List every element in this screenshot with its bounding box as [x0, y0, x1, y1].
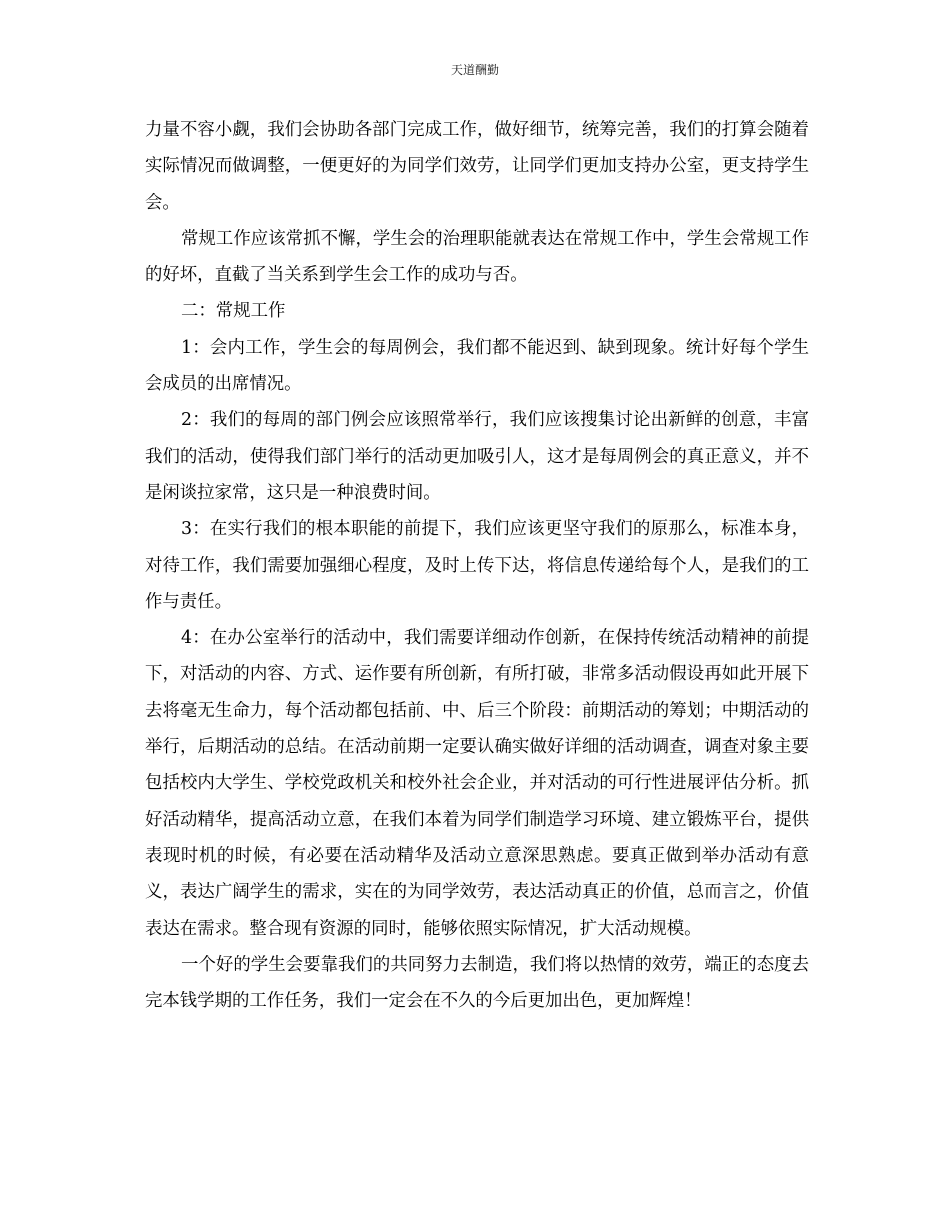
- paragraph: 力量不容小觑，我们会协助各部门完成工作，做好细节，统筹完善，我们的打算会随着实际情况而做调整，一便更好的为同学们效劳，让同学们更加支持办公室，更支持学生会。: [145, 120, 809, 213]
- paragraph: 4：在办公室举行的活动中，我们需要详细动作创新，在保持传统活动精神的前提下，对活动的内容、方式、运作要有所创新，有所打破，非常多活动假设再如此开展下去将毫无生命力，每个活动都包括前、中、后三个阶段：前期活动的筹划；中期活动的举行，后期活动的总结。在活动前期一定要认确实做好详细的活动调查，调查对象主要包括校内大学生、学校党政机关和校外社会企业，并对活动的可行性进展评估分析。抓好活动精华，提高活动立意，在我们本着为同学们制造学习环境、建立锻炼平台，提供表现时机的时候，有必要在活动精华及活动立意深思熟虑。要真正做到举办活动有意义，表达广阔学生的需求，实在的为同学效劳，表达活动真正的价值，总而言之，价值表达在需求。整合现有资源的同时，能够依照实际情况，扩大活动规模。: [145, 628, 809, 939]
- section-heading: 二：常规工作: [181, 301, 286, 322]
- document-body: [145, 112, 809, 1019]
- paragraph: 3：在实行我们的根本职能的前提下，我们应该更坚守我们的原那么，标准本身，对待工作，我们需要加强细心程度，及时上传下达，将信息传递给每个人，是我们的工作与责任。: [145, 519, 809, 612]
- paragraph: 2：我们的每周的部门例会应该照常举行，我们应该搜集讨论出新鲜的创意，丰富我们的活动，使得我们部门举行的活动更加吸引人，这才是每周例会的真正意义，并不是闲谈拉家常，这只是一种浪费时间。: [145, 410, 809, 503]
- paragraph: 常规工作应该常抓不懈，学生会的治理职能就表达在常规工作中，学生会常规工作的好坏，直截了当关系到学生会工作的成功与否。: [145, 228, 809, 286]
- paragraph: 1：会内工作，学生会的每周例会，我们都不能迟到、缺到现象。统计好每个学生会成员的出席情况。: [145, 337, 809, 395]
- page-header: 天道酬勤: [450, 63, 499, 77]
- paragraph: 一个好的学生会要靠我们的共同努力去制造，我们将以热情的效劳，端正的态度去完本钱学期的工作任务，我们一定会在不久的今后更加出色，更加辉煌！: [145, 954, 809, 1012]
